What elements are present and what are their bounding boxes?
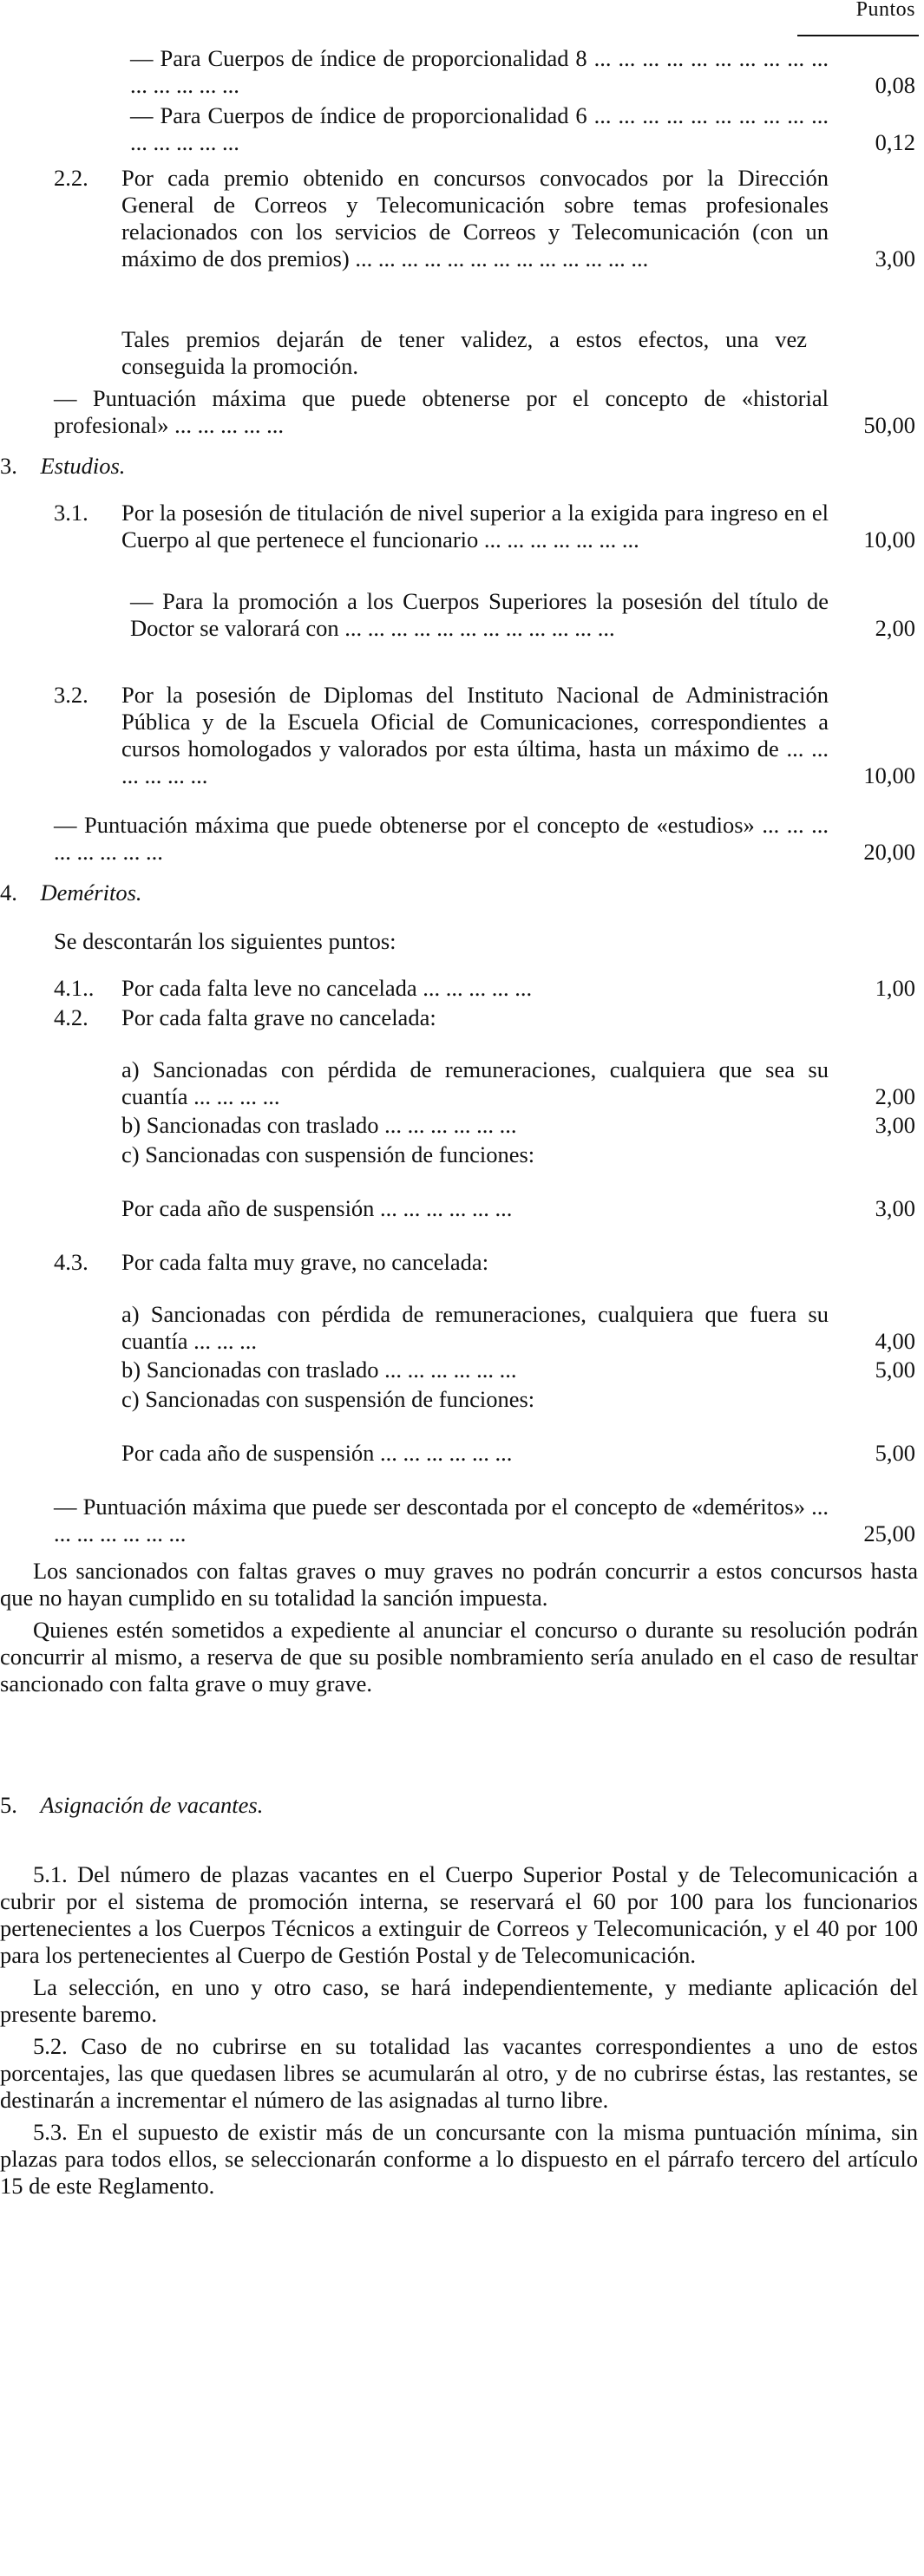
muy-grave-b-text: b) Sancionadas con traslado ... ... ... ... ... ... — [121, 1357, 517, 1383]
index-8-text: — Para Cuerpos de índice de proporcionalidad 8 ... ... ... ... ... ... ... ... ... ... ... ... ... ... ... — [130, 45, 829, 98]
muy-grave-c-text: c) Sancionadas con suspensión de funciones: — [121, 1386, 535, 1412]
section-3-number: 3. — [0, 453, 17, 479]
estudios-max-value: 20,00 — [863, 839, 915, 865]
item-4-1-number: 4.1.. — [54, 975, 95, 1001]
grave-b-text: b) Sancionadas con traslado ... ... ... ... ... ... — [121, 1112, 517, 1138]
grave-a — [121, 1056, 915, 1110]
muy-grave-year-text: Por cada año de suspensión ... ... ... ... ... ... — [121, 1440, 513, 1466]
demeritos-max-value: 25,00 — [863, 1520, 915, 1546]
demeritos-intro: Se descontarán los siguientes puntos: — [54, 928, 396, 954]
grave-c-text: c) Sancionadas con suspensión de funciones: — [121, 1141, 535, 1167]
item-2-2 — [121, 165, 915, 272]
demeritos-max-text: — Puntuación máxima que puede ser descontada por el concepto de «deméritos» ... ... ... ... ... ... ... — [54, 1494, 829, 1546]
section-4-heading — [0, 879, 142, 906]
paragraph-5-3: 5.3. En el supuesto de existir más de un concursante con la misma puntuación mínima, sin plazas para todos ellos, se seleccionarán conforme a lo dispuesto en el párrafo tercero del artículo 15 de este Reglamento. — [0, 2119, 918, 2199]
historial-max-text: — Puntuación máxima que puede obtenerse por el concepto de «historial profesional» ... ... ... ... ... — [54, 385, 829, 438]
paragraph-5-1: 5.1. Del número de plazas vacantes en el Cuerpo Superior Postal y de Telecomunicación a cubrir por el sistema de promoción interna, se reservará el 60 por 100 para los funcionarios pertenecientes a los Cuerpos Técnicos a extinguir de Correos y Telecomunicación, y el 40 por 100 para los pertenecientes al Cuerpo de Gestión Postal y de Telecomunicación. — [0, 1861, 918, 1968]
item-3-2-number: 3.2. — [54, 682, 88, 708]
header-rule — [797, 35, 919, 36]
muy-grave-year-value: 5,00 — [875, 1440, 915, 1466]
grave-b — [121, 1112, 915, 1139]
index-8-value: 0,08 — [875, 72, 915, 98]
item-3-1-number: 3.1. — [54, 500, 88, 526]
item-3-2-text: Por la posesión de Diplomas del Instituto Nacional de Administración Pública y de la Escuela Oficial de Comunicaciones, correspondientes a cursos homologados y valorados por esta última, hasta un máximo de ... ... ... ... ... ... — [121, 682, 829, 788]
doctor-value: 2,00 — [875, 615, 915, 641]
grave-b-value: 3,00 — [875, 1112, 915, 1138]
section-3-heading — [0, 453, 125, 480]
item-4-1-text: Por cada falta leve no cancelada ... ... ... ... ... — [121, 975, 533, 1001]
demeritos-max — [54, 1494, 915, 1547]
paragraph-5-2: 5.2. Caso de no cubrirse en su totalidad las vacantes correspondientes a uno de estos porcentajes, las que quedasen libres se acumularán al otro, y de no cubrirse éstas, las restantes, se destinarán a incrementar el número de las asignadas al turno libre. — [0, 2033, 918, 2113]
sancionados-paragraphs — [0, 1558, 918, 1697]
item-4-2-text: Por cada falta grave no cancelada: — [121, 1004, 436, 1030]
section-5-heading — [0, 1792, 263, 1819]
premios-note: Tales premios dejarán de tener validez, a estos efectos, una vez conseguida la promoción. — [121, 326, 807, 379]
item-4-3-number: 4.3. — [54, 1249, 88, 1275]
item-2-2-text: Por cada premio obtenido en concursos convocados por la Dirección General de Correos y Telecomunicación sobre temas profesionales relacionados con los servicios de Correos y Telecomunicación (con un máximo de dos premios) ... ... ... ... ... ... ... ... ... ... ... ... ... — [121, 165, 829, 271]
paragraph-5-1-seleccion: La selección, en uno y otro caso, se hará independientemente, y mediante aplicación del presente baremo. — [0, 1974, 918, 2027]
grave-a-value: 2,00 — [875, 1083, 915, 1109]
index-6-item — [130, 102, 915, 156]
item-4-1-value: 1,00 — [875, 975, 915, 1001]
grave-year-text: Por cada año de suspensión ... ... ... ... ... ... — [121, 1195, 513, 1221]
vacantes-paragraphs — [0, 1861, 918, 2200]
item-3-1-text: Por la posesión de titulación de nivel superior a la exigida para ingreso en el Cuerpo al que pertenece el funcionario ... ... ... ... ... ... ... — [121, 500, 829, 552]
historial-max — [54, 385, 915, 439]
muy-grave-a-value: 4,00 — [875, 1328, 915, 1354]
item-3-2-value: 10,00 — [863, 762, 915, 788]
grave-year-value: 3,00 — [875, 1195, 915, 1221]
estudios-max-text: — Puntuación máxima que puede obtenerse por el concepto de «estudios» ... ... ... ... ... ... ... ... — [54, 812, 829, 865]
section-5-number: 5. — [0, 1792, 17, 1818]
section-4-title: Deméritos. — [40, 879, 142, 906]
expediente-paragraph: Quienes estén sometidos a expediente al anunciar el concurso o durante su resolución podrán concurrir al mismo, a reserva de que su posible nombramiento sería anulado en el caso de resultar sancionado con falta grave o muy grave. — [0, 1617, 918, 1697]
muy-grave-b — [121, 1357, 915, 1383]
puntos-column-header: Puntos — [855, 0, 915, 21]
muy-grave-year — [121, 1440, 915, 1467]
item-2-2-number: 2.2. — [54, 165, 88, 191]
item-2-2-value: 3,00 — [875, 245, 915, 271]
estudios-max — [54, 812, 915, 866]
section-3-title: Estudios. — [40, 453, 126, 479]
historial-max-value: 50,00 — [863, 412, 915, 438]
item-3-2 — [121, 682, 915, 789]
index-6-value: 0,12 — [875, 129, 915, 155]
muy-grave-b-value: 5,00 — [875, 1357, 915, 1383]
section-4-number: 4. — [0, 879, 17, 906]
index-6-text: — Para Cuerpos de índice de proporcionalidad 6 ... ... ... ... ... ... ... ... ... ... ... ... ... ... ... — [130, 102, 829, 155]
muy-grave-a — [121, 1301, 915, 1355]
section-5-title: Asignación de vacantes. — [40, 1792, 264, 1818]
item-4-1 — [121, 975, 915, 1002]
grave-year — [121, 1195, 915, 1222]
muy-grave-a-text: a) Sancionadas con pérdida de remuneraciones, cualquiera que fuera su cuantía ... ... ... — [121, 1301, 829, 1354]
item-3-1 — [121, 500, 915, 553]
item-4-2-number: 4.2. — [54, 1004, 88, 1030]
index-8-item — [130, 45, 915, 99]
item-4-3-text: Por cada falta muy grave, no cancelada: — [121, 1249, 489, 1275]
item-3-1-value: 10,00 — [863, 526, 915, 552]
doctor-text: — Para la promoción a los Cuerpos Superiores la posesión del título de Doctor se valorará con ... ... ... ... ... ... ... ... ... ... ... ... — [130, 588, 829, 641]
grave-a-text: a) Sancionadas con pérdida de remuneraciones, cualquiera que sea su cuantía ... ... ... ... — [121, 1056, 829, 1109]
doctor-item — [130, 588, 915, 642]
sancionados-paragraph: Los sancionados con faltas graves o muy graves no podrán concurrir a estos concursos hasta que no hayan cumplido en su totalidad la sanción impuesta. — [0, 1558, 918, 1611]
